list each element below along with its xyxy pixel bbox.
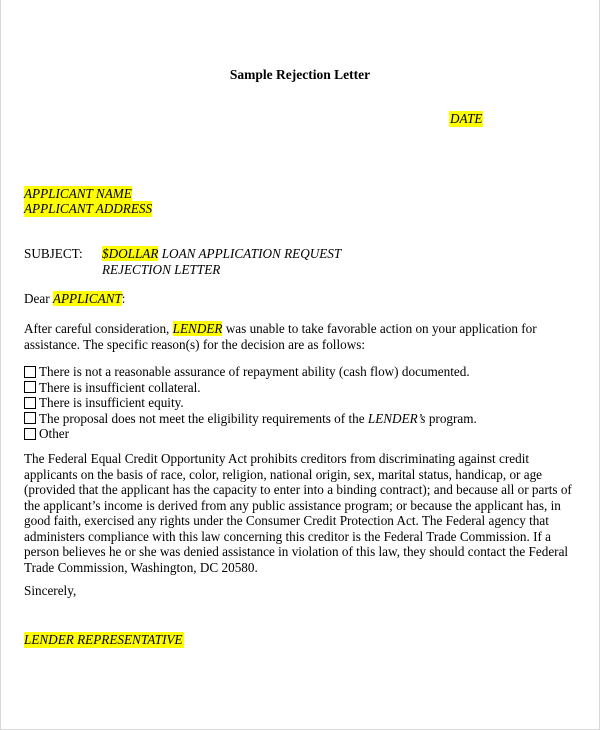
reason-item xyxy=(24,411,477,427)
applicant-address: APPLICANT ADDRESS xyxy=(24,201,153,216)
reasons-checklist xyxy=(24,364,477,442)
letter-title: Sample Rejection Letter xyxy=(229,67,371,82)
reason-item xyxy=(24,395,477,411)
subject-amount: $DOLLAR xyxy=(102,246,159,261)
ecoa-line: Trade Commission, Washington, DC 20580. xyxy=(24,559,258,575)
checkbox[interactable] xyxy=(24,428,36,440)
intro-line-1 xyxy=(24,321,584,337)
subject-line-2: REJECTION LETTER xyxy=(102,262,221,277)
ecoa-line: administers compliance with this law concerning this creditor is the Federal Trade Commission. If a xyxy=(24,528,552,544)
reason-text: There is insufficient equity. xyxy=(39,395,184,410)
ecoa-line: the applicant’s income is derived from any public assistance program; or because the applicant has, in xyxy=(24,497,561,513)
checkbox[interactable] xyxy=(24,412,36,424)
subject-line-1-text: LOAN APPLICATION REQUEST xyxy=(158,246,342,261)
closing: Sincerely, xyxy=(24,583,77,598)
applicant-name: APPLICANT NAME xyxy=(24,186,132,201)
intro-paragraph xyxy=(24,321,584,352)
reason-text-prefix: The proposal does not meet the eligibility requirements of the xyxy=(39,410,368,426)
ecoa-line: applicants on the basis of race, color, religion, national origin, sex, marital status, handicap, or age xyxy=(24,466,543,482)
ecoa-line: person believes he or she was denied assistance in violation of this law, they should contact the Federal xyxy=(24,544,569,559)
intro-lender: LENDER xyxy=(172,321,223,336)
checkbox[interactable] xyxy=(24,397,36,409)
reason-item xyxy=(24,426,477,442)
subject-line-1 xyxy=(102,246,341,262)
reason-text xyxy=(39,411,477,427)
greeting-suffix: : xyxy=(121,291,126,306)
lender-representative: LENDER REPRESENTATIVE xyxy=(24,632,183,647)
checkbox[interactable] xyxy=(24,381,36,393)
intro-before-lender: After careful consideration, xyxy=(24,321,173,336)
reason-lender: LENDER’s xyxy=(367,410,426,426)
date-placeholder: DATE xyxy=(450,111,483,126)
ecoa-line: (provided that the applicant has the capacity to enter into a binding contract); and because all or parts of xyxy=(24,482,572,497)
greeting-prefix: Dear xyxy=(24,291,53,306)
reason-item xyxy=(24,364,477,380)
subject-label: SUBJECT: xyxy=(24,246,83,261)
ecoa-line: good faith, exercised any rights under the Consumer Credit Protection Act. The Federal agency that xyxy=(24,513,549,528)
intro-after-lender: was unable to take favorable action on your application for xyxy=(222,321,537,336)
reason-text-suffix: program. xyxy=(425,410,477,426)
intro-line-2: assistance. The specific reason(s) for the decision are as follows: xyxy=(24,336,366,352)
ecoa-line: The Federal Equal Credit Opportunity Act prohibits creditors from discriminating against credit xyxy=(24,451,530,466)
reason-text: Other xyxy=(39,426,70,441)
reason-text: There is not a reasonable assurance of repayment ability (cash flow) documented. xyxy=(39,364,470,379)
greeting-applicant: APPLICANT xyxy=(52,291,122,306)
greeting xyxy=(24,291,125,307)
checkbox[interactable] xyxy=(24,366,36,378)
reason-item xyxy=(24,380,477,396)
ecoa-paragraph xyxy=(24,451,584,575)
reason-text: There is insufficient collateral. xyxy=(39,379,201,395)
